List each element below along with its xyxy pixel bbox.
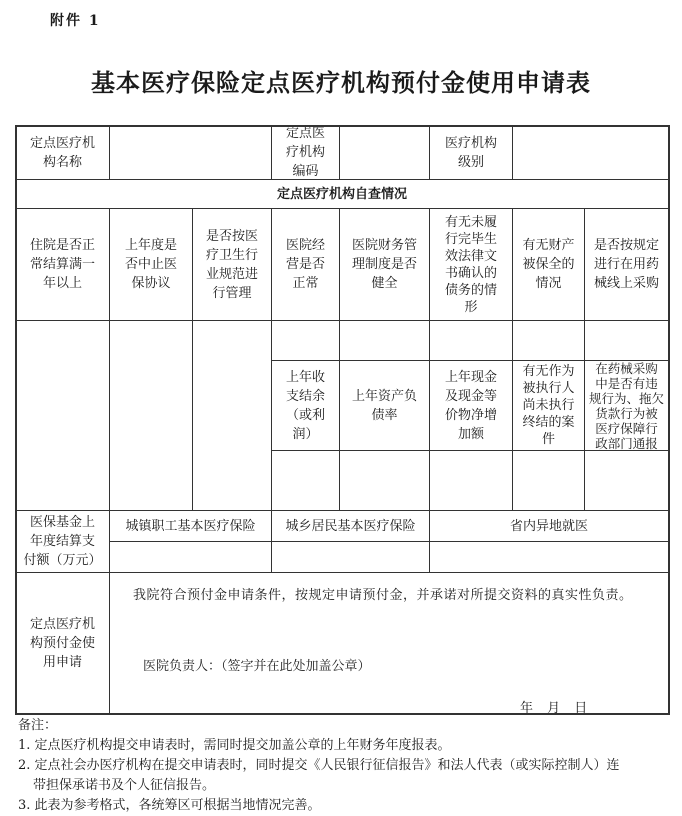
institution-level-label: 医疗机构 级别	[429, 125, 513, 180]
answer-suspended-agreement[interactable]	[109, 320, 193, 511]
institution-name-label: 定点医疗机 构名称	[15, 125, 110, 180]
note-item: 3. 此表为参考格式，各统筹区可根据当地情况完善。	[18, 798, 321, 813]
fund-section-label: 医保基金上 年度结算支 付额（万元）	[15, 510, 110, 573]
self-check-heading: 定点医疗机构自查情况	[15, 179, 669, 209]
answer-cash-increase[interactable]	[429, 450, 513, 511]
fund-value-in-province-remote[interactable]	[429, 541, 669, 573]
note-item: 1. 定点医疗机构提交申请表时，需同时提交加盖公章的上年财务年度报表。	[18, 738, 451, 753]
note-item-continuation: 带担保承诺书及个人征信报告。	[33, 778, 216, 793]
answer-property-preservation[interactable]	[512, 320, 585, 361]
notes-section	[18, 716, 620, 816]
fund-column-urban-rural-resident: 城乡居民基本医疗保险	[271, 510, 430, 542]
question-settlement-over-one-year: 住院是否正 常结算满一 年以上	[15, 208, 110, 321]
question-industry-standards: 是否按医 疗卫生行 业规范进 行管理	[192, 208, 272, 321]
attachment-label: 附件 1	[50, 13, 101, 29]
answer-online-procurement[interactable]	[584, 320, 669, 361]
fund-column-in-province-remote: 省内异地就医	[429, 510, 669, 542]
question-debt-ratio: 上年资产负 债率	[339, 360, 430, 451]
hospital-signer-line: 医院负责人：（签字并在此处加盖公章）	[143, 659, 371, 674]
date-line: 年 月 日	[520, 701, 588, 716]
fund-value-urban-rural-resident[interactable]	[271, 541, 430, 573]
answer-pending-enforcement[interactable]	[512, 450, 585, 511]
answer-procurement-violation[interactable]	[584, 450, 669, 511]
question-online-procurement: 是否按规定 进行在用药 械线上采购	[584, 208, 669, 321]
fund-value-urban-employee[interactable]	[109, 541, 272, 573]
question-pending-enforcement: 有无作为 被执行人 尚未执行 终结的案 件	[512, 360, 585, 451]
answer-financial-system[interactable]	[339, 320, 430, 361]
form-title: 基本医疗保险定点医疗机构预付金使用申请表	[91, 68, 591, 97]
application-section-label: 定点医疗机 构预付金使 用申请	[15, 572, 110, 714]
institution-code-field[interactable]	[339, 125, 430, 180]
answer-debt-ratio[interactable]	[339, 450, 430, 511]
answer-unfulfilled-debts[interactable]	[429, 320, 513, 361]
fund-column-urban-employee: 城镇职工基本医疗保险	[109, 510, 272, 542]
institution-level-field[interactable]	[512, 125, 669, 180]
question-property-preservation: 有无财产 被保全的 情况	[512, 208, 585, 321]
question-cash-increase: 上年现金 及现金等 价物净增 加额	[429, 360, 513, 451]
answer-surplus-profit[interactable]	[271, 450, 340, 511]
answer-operation-normal[interactable]	[271, 320, 340, 361]
question-suspended-agreement: 上年度是 否中止医 保协议	[109, 208, 193, 321]
institution-name-field[interactable]	[109, 125, 272, 180]
question-operation-normal: 医院经 营是否 正常	[271, 208, 340, 321]
question-unfulfilled-debts: 有无未履 行完毕生 效法律文 书确认的 债务的情 形	[429, 208, 513, 321]
question-surplus-profit: 上年收 支结余 （或利 润）	[271, 360, 340, 451]
answer-industry-standards[interactable]	[192, 320, 272, 511]
answer-settlement-over-one-year[interactable]	[15, 320, 110, 511]
notes-heading: 备注：	[18, 718, 58, 733]
question-procurement-violation: 在药械采购 中是否有违 规行为、拖欠 货款行为被 医疗保障行 政部门通报	[584, 360, 669, 451]
institution-code-label: 定点医 疗机构 编码	[271, 125, 340, 180]
note-item: 2. 定点社会办医疗机构在提交申请表时，同时提交《人民银行征信报告》和法人代表（或实际控制人）连	[18, 758, 620, 773]
question-financial-system: 医院财务管 理制度是否 健全	[339, 208, 430, 321]
application-pledge: 我院符合预付金申请条件，按规定申请预付金，并承诺对所提交资料的真实性负责。	[133, 588, 633, 603]
